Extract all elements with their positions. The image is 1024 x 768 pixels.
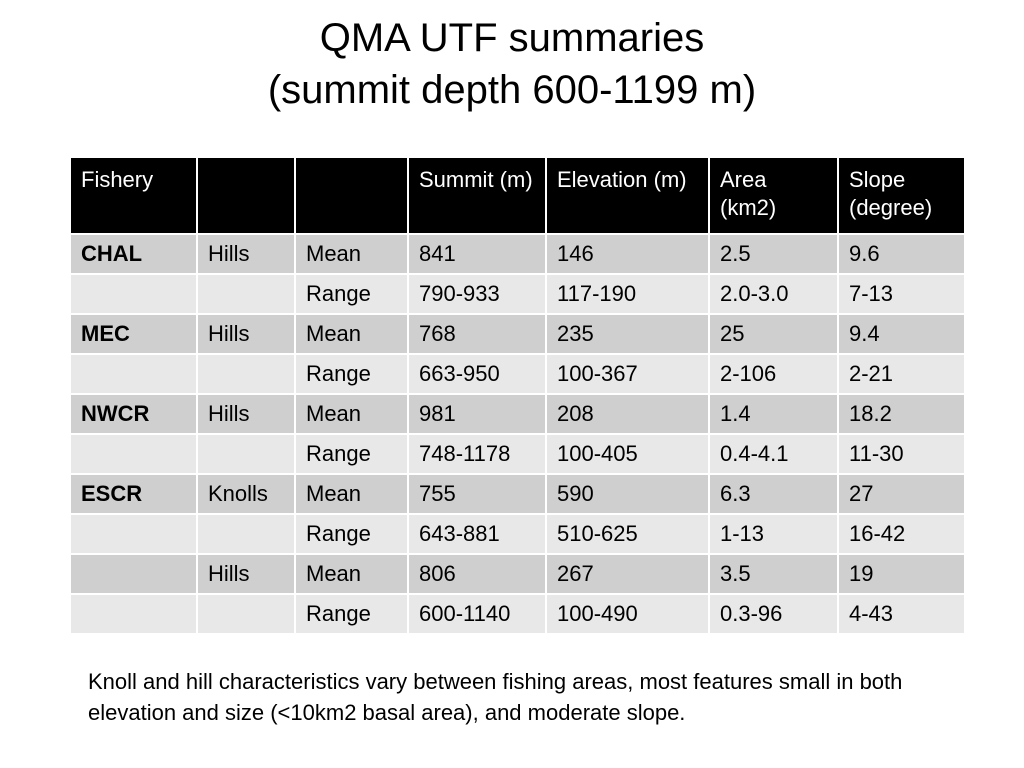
summit-cell: 806 bbox=[408, 554, 546, 594]
slope-cell: 18.2 bbox=[838, 394, 965, 434]
summary-table bbox=[69, 156, 966, 635]
area-cell: 3.5 bbox=[709, 554, 838, 594]
summary-caption: Knoll and hill characteristics vary between fishing areas, most features small in both elevation and size (<10km2 basal area), and moderate slope. bbox=[88, 669, 903, 725]
header-cell-fishery: Fishery bbox=[70, 157, 197, 234]
slope-cell: 11-30 bbox=[838, 434, 965, 474]
table-row bbox=[70, 394, 965, 434]
summit-cell: 981 bbox=[408, 394, 546, 434]
statistic-cell: Range bbox=[295, 434, 408, 474]
header-cell-slope: Slope (degree) bbox=[838, 157, 965, 234]
area-cell: 0.3-96 bbox=[709, 594, 838, 634]
feature-type-cell bbox=[197, 354, 295, 394]
slope-cell: 27 bbox=[838, 474, 965, 514]
statistic-cell: Range bbox=[295, 274, 408, 314]
slope-cell: 19 bbox=[838, 554, 965, 594]
elevation-cell: 100-367 bbox=[546, 354, 709, 394]
fishery-cell: MEC bbox=[70, 314, 197, 354]
table-body bbox=[70, 234, 965, 634]
summit-cell: 841 bbox=[408, 234, 546, 274]
feature-type-cell: Hills bbox=[197, 394, 295, 434]
table-row bbox=[70, 474, 965, 514]
statistic-cell: Range bbox=[295, 594, 408, 634]
summit-cell: 790-933 bbox=[408, 274, 546, 314]
table-header bbox=[70, 157, 965, 234]
slope-cell: 2-21 bbox=[838, 354, 965, 394]
feature-type-cell: Hills bbox=[197, 554, 295, 594]
summit-cell: 755 bbox=[408, 474, 546, 514]
fishery-cell bbox=[70, 514, 197, 554]
feature-type-cell bbox=[197, 514, 295, 554]
elevation-cell: 510-625 bbox=[546, 514, 709, 554]
fishery-cell: CHAL bbox=[70, 234, 197, 274]
statistic-cell: Mean bbox=[295, 314, 408, 354]
area-cell: 2-106 bbox=[709, 354, 838, 394]
table-row bbox=[70, 234, 965, 274]
table-row bbox=[70, 314, 965, 354]
feature-type-cell bbox=[197, 434, 295, 474]
elevation-cell: 267 bbox=[546, 554, 709, 594]
fishery-cell bbox=[70, 554, 197, 594]
fishery-cell bbox=[70, 434, 197, 474]
slope-cell: 16-42 bbox=[838, 514, 965, 554]
table-row bbox=[70, 354, 965, 394]
area-cell: 2.5 bbox=[709, 234, 838, 274]
statistic-cell: Mean bbox=[295, 474, 408, 514]
area-cell: 25 bbox=[709, 314, 838, 354]
table-row bbox=[70, 594, 965, 634]
elevation-cell: 235 bbox=[546, 314, 709, 354]
header-cell-stat bbox=[295, 157, 408, 234]
header-cell-summit: Summit (m) bbox=[408, 157, 546, 234]
summit-cell: 748-1178 bbox=[408, 434, 546, 474]
area-cell: 1.4 bbox=[709, 394, 838, 434]
header-cell-area: Area (km2) bbox=[709, 157, 838, 234]
summit-cell: 663-950 bbox=[408, 354, 546, 394]
fishery-cell bbox=[70, 274, 197, 314]
header-row bbox=[70, 157, 965, 234]
statistic-cell: Mean bbox=[295, 394, 408, 434]
area-cell: 0.4-4.1 bbox=[709, 434, 838, 474]
feature-type-cell bbox=[197, 594, 295, 634]
elevation-cell: 146 bbox=[546, 234, 709, 274]
feature-type-cell: Hills bbox=[197, 314, 295, 354]
feature-type-cell: Hills bbox=[197, 234, 295, 274]
header-cell-type bbox=[197, 157, 295, 234]
fishery-cell bbox=[70, 354, 197, 394]
elevation-cell: 590 bbox=[546, 474, 709, 514]
table-row bbox=[70, 434, 965, 474]
elevation-cell: 208 bbox=[546, 394, 709, 434]
table-row bbox=[70, 554, 965, 594]
fishery-cell bbox=[70, 594, 197, 634]
summit-cell: 643-881 bbox=[408, 514, 546, 554]
header-cell-elevation: Elevation (m) bbox=[546, 157, 709, 234]
statistic-cell: Mean bbox=[295, 554, 408, 594]
elevation-cell: 100-490 bbox=[546, 594, 709, 634]
elevation-cell: 117-190 bbox=[546, 274, 709, 314]
statistic-cell: Mean bbox=[295, 234, 408, 274]
slope-cell: 9.4 bbox=[838, 314, 965, 354]
summit-cell: 600-1140 bbox=[408, 594, 546, 634]
title-line-2: (summit depth 600-1199 m) bbox=[267, 68, 757, 112]
statistic-cell: Range bbox=[295, 354, 408, 394]
area-cell: 2.0-3.0 bbox=[709, 274, 838, 314]
area-cell: 6.3 bbox=[709, 474, 838, 514]
table-row bbox=[70, 274, 965, 314]
table-row bbox=[70, 514, 965, 554]
area-cell: 1-13 bbox=[709, 514, 838, 554]
elevation-cell: 100-405 bbox=[546, 434, 709, 474]
feature-type-cell: Knolls bbox=[197, 474, 295, 514]
slope-cell: 9.6 bbox=[838, 234, 965, 274]
fishery-cell: NWCR bbox=[70, 394, 197, 434]
slide-title bbox=[0, 12, 1024, 116]
slope-cell: 4-43 bbox=[838, 594, 965, 634]
summit-cell: 768 bbox=[408, 314, 546, 354]
title-line-1: QMA UTF summaries bbox=[319, 16, 705, 60]
statistic-cell: Range bbox=[295, 514, 408, 554]
fishery-cell: ESCR bbox=[70, 474, 197, 514]
feature-type-cell bbox=[197, 274, 295, 314]
slope-cell: 7-13 bbox=[838, 274, 965, 314]
